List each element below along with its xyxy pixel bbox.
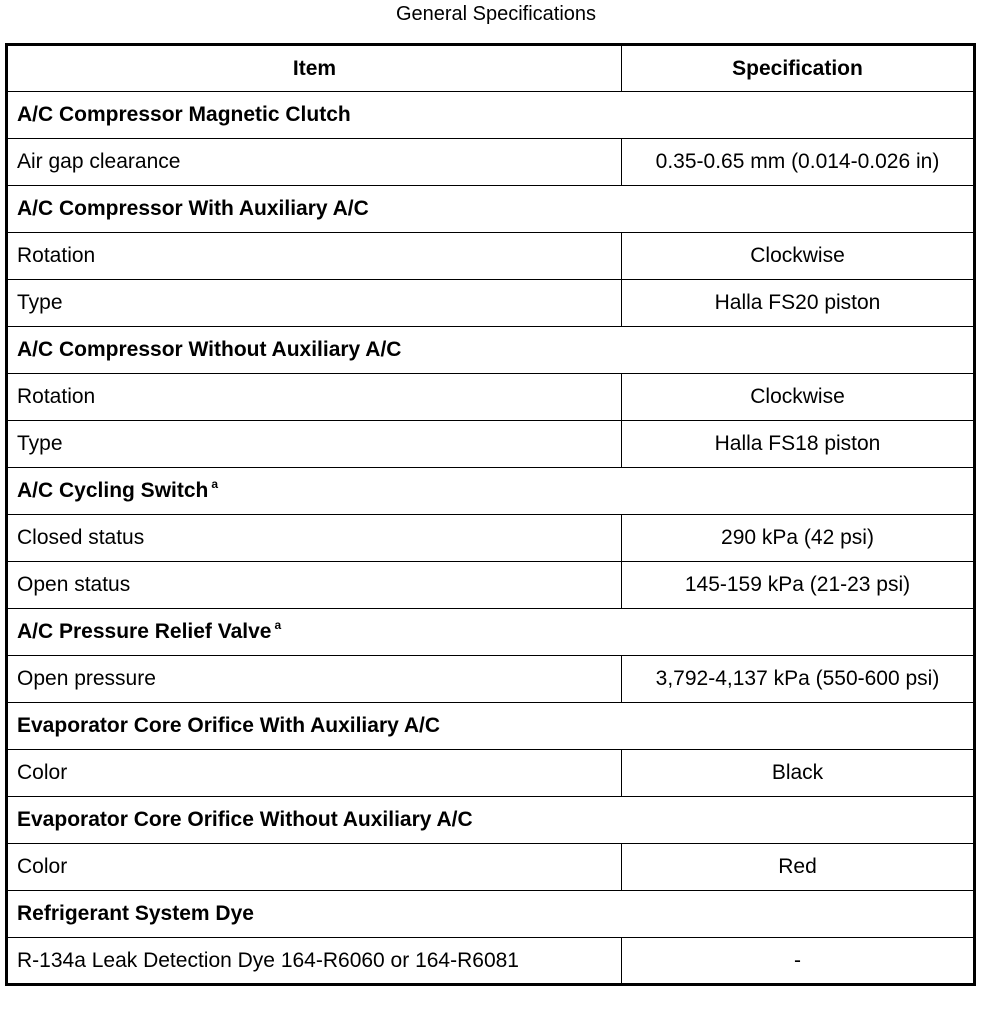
section-label: A/C Compressor Without Auxiliary A/C — [17, 338, 402, 361]
section-row — [7, 609, 975, 656]
specification-cell: 0.35-0.65 mm (0.014-0.026 in) — [622, 139, 975, 186]
section-label: A/C Cycling Switch — [17, 479, 209, 502]
section-heading — [7, 703, 975, 750]
table-row — [7, 844, 975, 891]
table-title: General Specifications — [395, 3, 597, 25]
specification-cell: Clockwise — [622, 374, 975, 421]
section-row — [7, 327, 975, 374]
specification-cell: 290 kPa (42 psi) — [622, 515, 975, 562]
section-heading — [7, 92, 975, 139]
section-label: Evaporator Core Orifice Without Auxiliary A/C — [17, 808, 473, 831]
footnote-marker: a — [274, 618, 282, 632]
section-row — [7, 186, 975, 233]
specification-cell: 3,792-4,137 kPa (550-600 psi) — [622, 656, 975, 703]
section-label: Refrigerant System Dye — [17, 902, 254, 925]
section-row — [7, 797, 975, 844]
specifications-table — [5, 43, 976, 986]
section-row — [7, 92, 975, 139]
footnote-marker: a — [211, 477, 219, 491]
item-cell: Color — [7, 844, 622, 891]
item-cell: Air gap clearance — [7, 139, 622, 186]
table-row — [7, 938, 975, 985]
specification-cell: Halla FS18 piston — [622, 421, 975, 468]
table-row — [7, 374, 975, 421]
section-row — [7, 703, 975, 750]
item-cell: Closed status — [7, 515, 622, 562]
section-row — [7, 891, 975, 938]
table-row — [7, 750, 975, 797]
item-cell: Color — [7, 750, 622, 797]
section-label: Evaporator Core Orifice With Auxiliary A/C — [17, 714, 441, 737]
item-cell: Rotation — [7, 374, 622, 421]
table-row — [7, 515, 975, 562]
section-row — [7, 468, 975, 515]
specification-cell: Clockwise — [622, 233, 975, 280]
section-heading — [7, 797, 975, 844]
section-heading — [7, 327, 975, 374]
section-label: A/C Compressor Magnetic Clutch — [17, 103, 351, 126]
specification-cell: Red — [622, 844, 975, 891]
table-header-row — [7, 45, 975, 92]
table-row — [7, 656, 975, 703]
specification-cell: - — [622, 938, 975, 985]
table-row — [7, 562, 975, 609]
section-label: A/C Pressure Relief Valve — [17, 620, 272, 643]
section-heading — [7, 468, 975, 515]
item-cell: R-134a Leak Detection Dye 164-R6060 or 164-R6081 — [7, 938, 622, 985]
item-cell: Open status — [7, 562, 622, 609]
specification-cell: 145-159 kPa (21-23 psi) — [622, 562, 975, 609]
table-row — [7, 233, 975, 280]
section-heading — [7, 186, 975, 233]
specification-cell: Halla FS20 piston — [622, 280, 975, 327]
specification-cell: Black — [622, 750, 975, 797]
column-header-specification: Specification — [622, 45, 975, 92]
table-row — [7, 139, 975, 186]
item-cell: Type — [7, 421, 622, 468]
section-label: A/C Compressor With Auxiliary A/C — [17, 197, 369, 220]
table-row — [7, 421, 975, 468]
section-heading — [7, 891, 975, 938]
column-header-item: Item — [7, 45, 622, 92]
item-cell: Type — [7, 280, 622, 327]
section-heading — [7, 609, 975, 656]
item-cell: Open pressure — [7, 656, 622, 703]
table-body — [7, 92, 975, 985]
item-cell: Rotation — [7, 233, 622, 280]
table-row — [7, 280, 975, 327]
